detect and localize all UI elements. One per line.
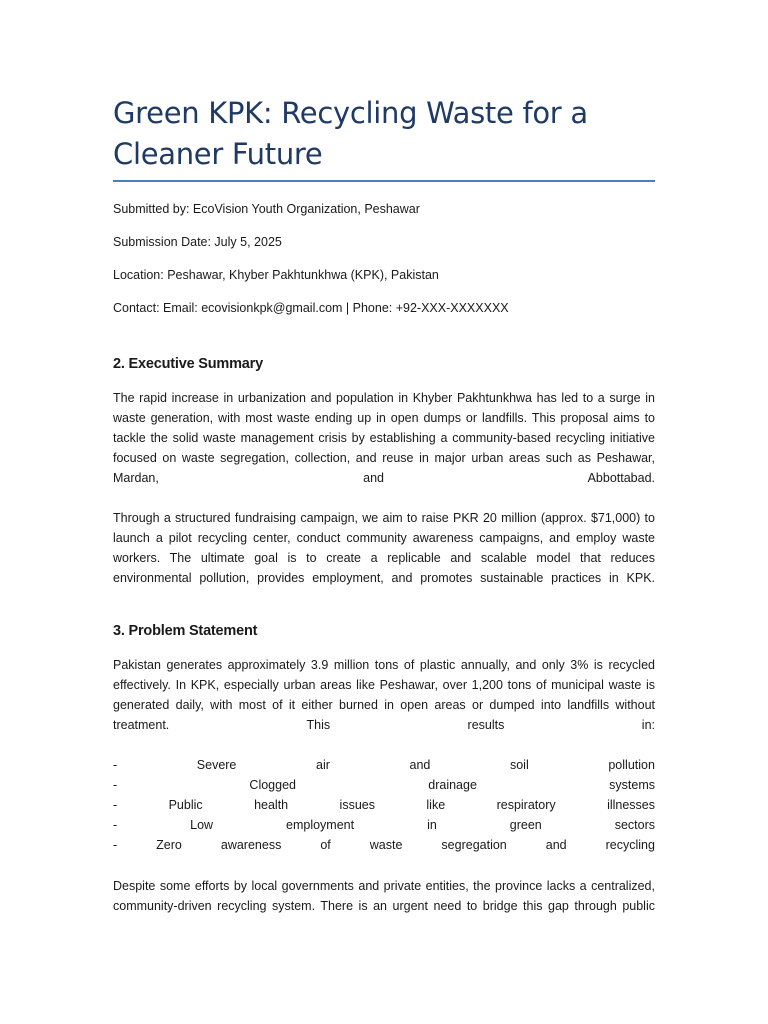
bullet-word: sectors <box>614 818 655 832</box>
bullet-word: green <box>509 818 542 832</box>
bullet-word: Low <box>190 818 214 832</box>
bullet-word: segregation <box>441 838 507 852</box>
bullet-word: respiratory <box>496 798 556 812</box>
bullet-word: issues <box>339 798 375 812</box>
bullet-marker: - <box>113 798 118 812</box>
submission-date: Submission Date: July 5, 2025 <box>113 235 282 249</box>
bullet-word: Clogged <box>249 778 296 792</box>
executive-summary-paragraph-2: Through a structured fundraising campaign, we aim to raise PKR 20 million (approx. $71,000) to launch a pilot recycling center, conduct community awareness campaigns, and employ waste workers. The ultimate goal is to create a replicable and scalable model that reduces environmental pollution, provides employment, and promotes sustainable practices in KPK. <box>113 511 655 585</box>
problem-bullet-item <box>113 775 655 795</box>
problem-bullet-item <box>113 795 655 815</box>
bullet-word: in <box>427 818 437 832</box>
bullet-word: recycling <box>605 838 655 852</box>
bullet-word: of <box>320 838 331 852</box>
bullet-word: health <box>254 798 289 812</box>
bullet-word: soil <box>509 758 529 772</box>
bullet-word: Public <box>168 798 203 812</box>
problem-statement-heading: 3. Problem Statement <box>113 623 258 639</box>
problem-bullet-item <box>113 835 655 855</box>
problem-statement-paragraph-1: Pakistan generates approximately 3.9 million tons of plastic annually, and only 3% is recycled effectively. In KPK, especially urban areas like Peshawar, over 1,200 tons of municipal waste is generated daily, with most of it either burned in open areas or dumped into landfills without treatment. This results in: <box>113 658 655 732</box>
bullet-word: systems <box>609 778 655 792</box>
problem-bullet-item <box>113 755 655 775</box>
bullet-word: awareness <box>220 838 282 852</box>
bullet-marker: - <box>113 818 118 832</box>
contact-info: Contact: Email: ecovisionkpk@gmail.com | Phone: +92-XXX-XXXXXXX <box>113 301 509 315</box>
bullet-word: illnesses <box>607 798 655 812</box>
bullet-word: employment <box>286 818 355 832</box>
bullet-word: drainage <box>428 778 477 792</box>
bullet-word: Severe <box>196 758 237 772</box>
title-underline <box>113 180 655 182</box>
bullet-marker: - <box>113 758 118 772</box>
bullet-marker: - <box>113 838 118 852</box>
bullet-word: like <box>426 798 446 812</box>
executive-summary-heading: 2. Executive Summary <box>113 356 263 372</box>
bullet-word: pollution <box>608 758 655 772</box>
submitted-by: Submitted by: EcoVision Youth Organization, Peshawar <box>113 202 420 216</box>
executive-summary-paragraph-1: The rapid increase in urbanization and population in Khyber Pakhtunkhwa has led to a surge in waste generation, with most waste ending up in open dumps or landfills. This proposal aims to tackle the solid waste management crisis by establishing a community-based recycling initiative focused on waste segregation, collection, and reuse in major urban areas such as Peshawar, Mardan, and Abbottabad. <box>113 391 655 485</box>
problem-bullet-list <box>113 755 655 855</box>
bullet-word: and <box>545 838 567 852</box>
location: Location: Peshawar, Khyber Pakhtunkhwa (KPK), Pakistan <box>113 268 439 282</box>
bullet-marker: - <box>113 778 118 792</box>
bullet-word: air <box>316 758 330 772</box>
problem-statement-paragraph-2: Despite some efforts by local governments and private entities, the province lacks a centralized, community-driven recycling system. There is an urgent need to bridge this gap through public <box>113 879 655 913</box>
problem-bullet-item <box>113 815 655 835</box>
bullet-word: Zero <box>156 838 182 852</box>
document-title: Green KPK: Recycling Waste for a Cleaner Future <box>113 96 588 171</box>
bullet-word: and <box>409 758 431 772</box>
bullet-word: waste <box>369 838 403 852</box>
